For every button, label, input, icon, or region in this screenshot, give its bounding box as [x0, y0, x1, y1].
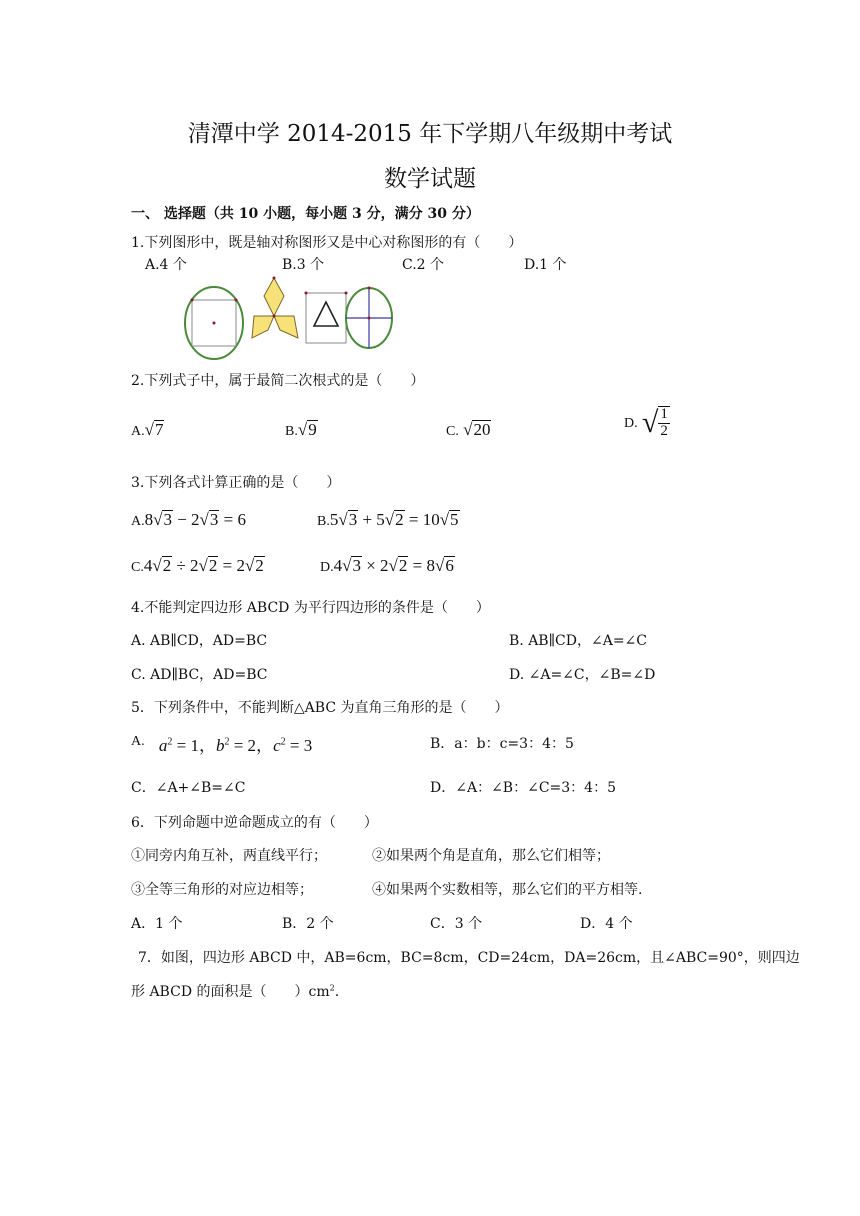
- q5-option-c: C．∠A+∠B=∠C: [131, 780, 246, 796]
- q3-option-a: A.8√3 − 2√3 = 6: [131, 510, 246, 529]
- figure-three-kites: [252, 277, 298, 339]
- q6-option-a: A．1 个: [131, 916, 183, 932]
- figure-ellipse-cross: [346, 287, 392, 349]
- q3-option-b: B.5√3 + 5√2 = 10√5: [317, 510, 459, 529]
- figure-square-triangle: [305, 292, 348, 344]
- q2-b-label: B.: [285, 424, 298, 439]
- q6-proposition-3: ③全等三角形的对应边相等；: [131, 882, 313, 898]
- q4-option-c: C. AD∥BC，AD=BC: [131, 667, 268, 683]
- q2-d-fraction: [658, 406, 670, 440]
- q3-a-label: A.: [131, 514, 145, 529]
- q3-stem: 3.下列各式计算正确的是（ ）: [131, 475, 341, 491]
- q2-d-denominator: 2: [660, 423, 668, 439]
- q6-option-c: C．3 个: [430, 916, 483, 932]
- q7-unit-superscript: 2: [329, 983, 335, 993]
- q1-option-a: A.4 个: [145, 257, 187, 273]
- figure-ellipse-square: [185, 287, 243, 359]
- q1-stem: 1.下列图形中，既是轴对称图形又是中心对称图形的有（ ）: [131, 235, 523, 251]
- q2-c-radicand: 20: [473, 420, 491, 439]
- q3-b-label: B.: [317, 514, 330, 529]
- q3-option-c: C.4√2 ÷ 2√2 = 2√2: [131, 556, 264, 575]
- q1-option-b: B.3 个: [282, 257, 325, 273]
- q6-stem: 6．下列命题中逆命题成立的有（ ）: [131, 815, 378, 831]
- q5-option-d: D．∠A：∠B：∠C=3：4：5: [430, 780, 616, 796]
- q5-a-label: A.: [131, 734, 145, 749]
- q5-option-b: B．a：b：c=3：4：5: [430, 736, 574, 752]
- exam-subtitle: 数学试题: [384, 166, 476, 192]
- q3-option-d: D.4√3 × 2√2 = 8√6: [320, 556, 454, 575]
- q4-stem: 4.不能判定四边形 ABCD 为平行四边形的条件是（ ）: [131, 600, 490, 616]
- q1-figures: [180, 270, 400, 360]
- q2-stem: 2.下列式子中，属于最简二次根式的是（ ）: [131, 373, 425, 389]
- q2-d-numerator: 1: [660, 406, 668, 423]
- q1-option-c: C.2 个: [402, 257, 445, 273]
- q2-option-b: B.√9: [285, 420, 317, 439]
- q2-a-label: A.: [131, 424, 145, 439]
- q4-option-a: A. AB∥CD，AD=BC: [131, 633, 268, 649]
- section-heading: 一、 选择题（共 10 小题，每小题 3 分，满分 30 分）: [131, 206, 480, 222]
- q1-option-d: D.1 个: [524, 257, 567, 273]
- q7-line-2: [131, 981, 339, 1001]
- q2-a-radicand: 7: [154, 420, 164, 439]
- q6-proposition-4: ④如果两个实数相等，那么它们的平方相等.: [372, 882, 643, 898]
- q5-option-a: $^{A.}$ $a^2 = 1$，$b^2 = 2$，$c^2 = 3$: [131, 734, 313, 755]
- q2-d-label: D.: [624, 415, 638, 431]
- q4-option-d: D. ∠A=∠C，∠B=∠D: [509, 667, 656, 683]
- q2-option-a: A.√7: [131, 420, 164, 439]
- q3-d-label: D.: [320, 560, 334, 575]
- q6-option-d: D．4 个: [580, 916, 633, 932]
- q7-line-2-end: .: [334, 984, 340, 1000]
- q7-line-1: 7．如图，四边形 ABCD 中，AB=6cm，BC=8cm，CD=24cm，DA=26cm，且∠ABC=90°，则四边: [138, 950, 800, 966]
- q3-c-label: C.: [131, 560, 144, 575]
- q7-line-2-text: 形 ABCD 的面积是（ ）cm: [131, 984, 330, 1000]
- q5-stem: 5．下列条件中，不能判断△ABC 为直角三角形的是（ ）: [131, 700, 509, 716]
- q2-option-d: D. √ $\frac{1}{2}$: [624, 406, 668, 439]
- q2-option-c: C. √20: [446, 420, 491, 439]
- q6-option-b: B．2 个: [282, 916, 334, 932]
- q2-b-radicand: 9: [308, 420, 317, 439]
- q2-c-label: C.: [446, 424, 459, 439]
- exam-title: 清潭中学 2014-2015 年下学期八年级期中考试: [187, 121, 673, 147]
- q6-proposition-1: ①同旁内角互补，两直线平行；: [131, 848, 327, 864]
- q6-proposition-2: ②如果两个角是直角，那么它们相等；: [372, 848, 610, 864]
- q4-option-b: B. AB∥CD，∠A=∠C: [509, 633, 648, 649]
